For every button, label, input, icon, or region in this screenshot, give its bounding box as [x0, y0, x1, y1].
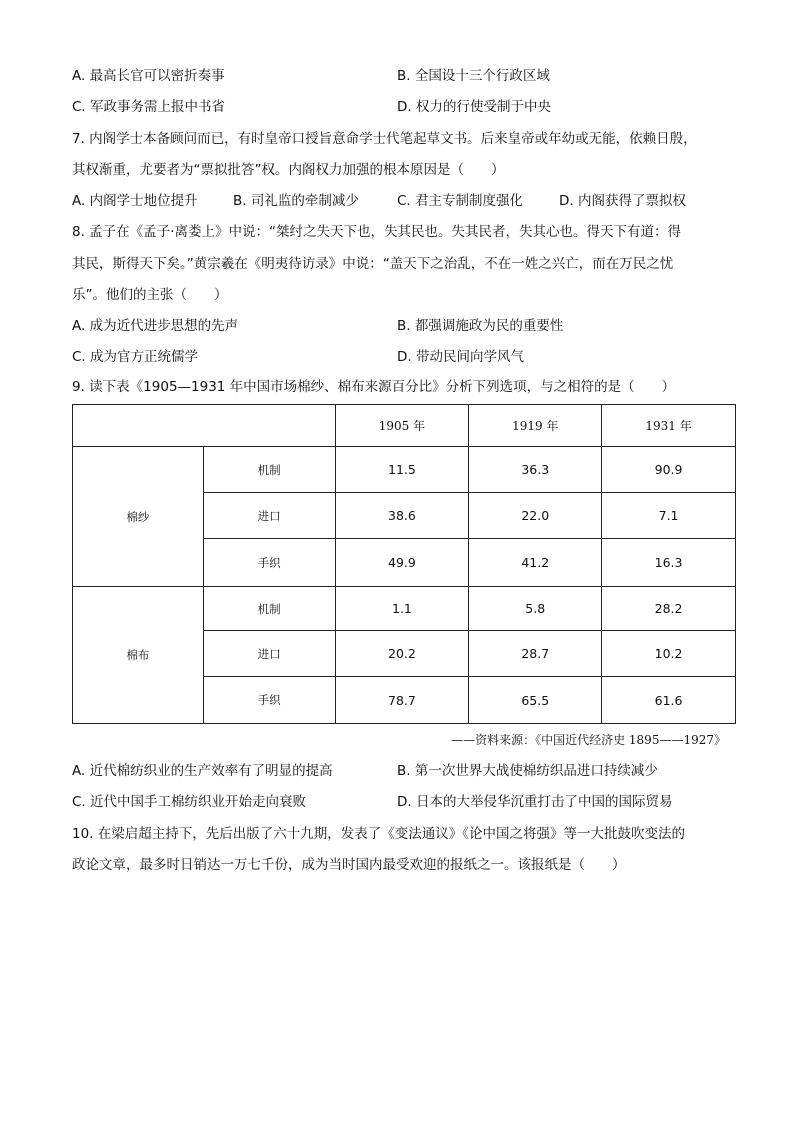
q9-option-d: D. 日本的大举侵华沉重打击了中国的国际贸易 [397, 794, 673, 810]
q6-option-a: A. 最高长官可以密折奏事 [72, 68, 225, 84]
table-cell: 28.2 [602, 587, 736, 631]
table-cell: 61.6 [602, 677, 736, 724]
q9-option-a: A. 近代棉纺织业的生产效率有了明显的提高 [72, 763, 333, 779]
q7-stem-line-2: 其权渐重，尤要者为“票拟批答”权。内阁权力加强的根本原因是（ ） [72, 162, 505, 178]
row-label: 机制 [203, 587, 335, 631]
table-cell: 41.2 [469, 539, 602, 587]
row-label: 进口 [203, 631, 335, 677]
table-cell: 90.9 [602, 447, 736, 493]
year-header: 1905 年 [335, 405, 469, 447]
table-cell: 10.2 [602, 631, 736, 677]
table-cell: 65.5 [469, 677, 602, 724]
q8-option-b: B. 都强调施政为民的重要性 [397, 318, 564, 334]
q7-option-a: A. 内阁学士地位提升 [72, 193, 198, 209]
q7-option-d: D. 内阁获得了票拟权 [559, 193, 686, 209]
cotton-source-table [72, 404, 736, 724]
q9-option-b: B. 第一次世界大战使棉纺织品进口持续减少 [397, 763, 658, 779]
q7-option-b: B. 司礼监的牵制减少 [233, 193, 359, 209]
group-label-cloth: 棉布 [73, 587, 204, 724]
row-label: 机制 [203, 447, 335, 493]
table-cell: 49.9 [335, 539, 469, 587]
q7-option-c: C. 君主专制制度强化 [397, 193, 524, 209]
table-cell: 20.2 [335, 631, 469, 677]
row-label: 手织 [203, 677, 335, 724]
q6-option-c: C. 军政事务需上报中书省 [72, 99, 226, 115]
year-header: 1931 年 [602, 405, 736, 447]
q10-stem-line-2: 政论文章，最多时日销达一万七千份，成为当时国内最受欢迎的报纸之一。该报纸是（ ） [72, 857, 626, 873]
q10-stem-line-1: 10. 在梁启超主持下，先后出版了六十九期，发表了《变法通议》《论中国之将强》等一大批鼓吹变法的 [72, 826, 686, 842]
q8-option-c: C. 成为官方正统儒学 [72, 349, 199, 365]
table-row [73, 447, 736, 493]
q6-option-d: D. 权力的行使受制于中央 [397, 99, 551, 115]
table-cell: 38.6 [335, 493, 469, 539]
table-header-row [73, 405, 736, 447]
q8-option-d: D. 带动民间向学风气 [397, 349, 524, 365]
q8-stem-line-3: 乐”。他们的主张（ ） [72, 287, 228, 303]
year-header: 1919 年 [469, 405, 602, 447]
table-cell: 11.5 [335, 447, 469, 493]
q9-option-c: C. 近代中国手工棉纺织业开始走向衰败 [72, 794, 307, 810]
table-cell: 1.1 [335, 587, 469, 631]
table-corner-cell [73, 405, 336, 447]
table-cell: 36.3 [469, 447, 602, 493]
q9-stem-line-1: 9. 读下表《1905—1931 年中国市场棉纱、棉布来源百分比》分析下列选项，与之相符的是（ ） [72, 379, 676, 395]
q6-option-b: B. 全国设十三个行政区域 [397, 68, 550, 84]
row-label: 进口 [203, 493, 335, 539]
table-cell: 5.8 [469, 587, 602, 631]
table-source-note: ——资料来源：《中国近代经济史 1895——1927》 [451, 733, 726, 747]
table-row [73, 587, 736, 631]
q8-option-a: A. 成为近代进步思想的先声 [72, 318, 239, 334]
q7-stem-line-1: 7. 内阁学士本备顾问而已，有时皇帝口授旨意命学士代笔起草文书。后来皇帝或年幼或无能，依赖日殷， [72, 131, 697, 147]
table-cell: 78.7 [335, 677, 469, 724]
group-label-yarn: 棉纱 [73, 447, 204, 587]
q8-stem-line-1: 8. 孟子在《孟子·离娄上》中说：“桀纣之失天下也，失其民也。失其民者，失其心也。得天下有道：得 [72, 224, 681, 240]
table-cell: 22.0 [469, 493, 602, 539]
table-cell: 16.3 [602, 539, 736, 587]
row-label: 手织 [203, 539, 335, 587]
q8-stem-line-2: 其民，斯得天下矣。”黄宗羲在《明夷待访录》中说：“盖天下之治乱，不在一姓之兴亡，而在万民之忧 [72, 256, 674, 272]
table-cell: 7.1 [602, 493, 736, 539]
table-cell: 28.7 [469, 631, 602, 677]
